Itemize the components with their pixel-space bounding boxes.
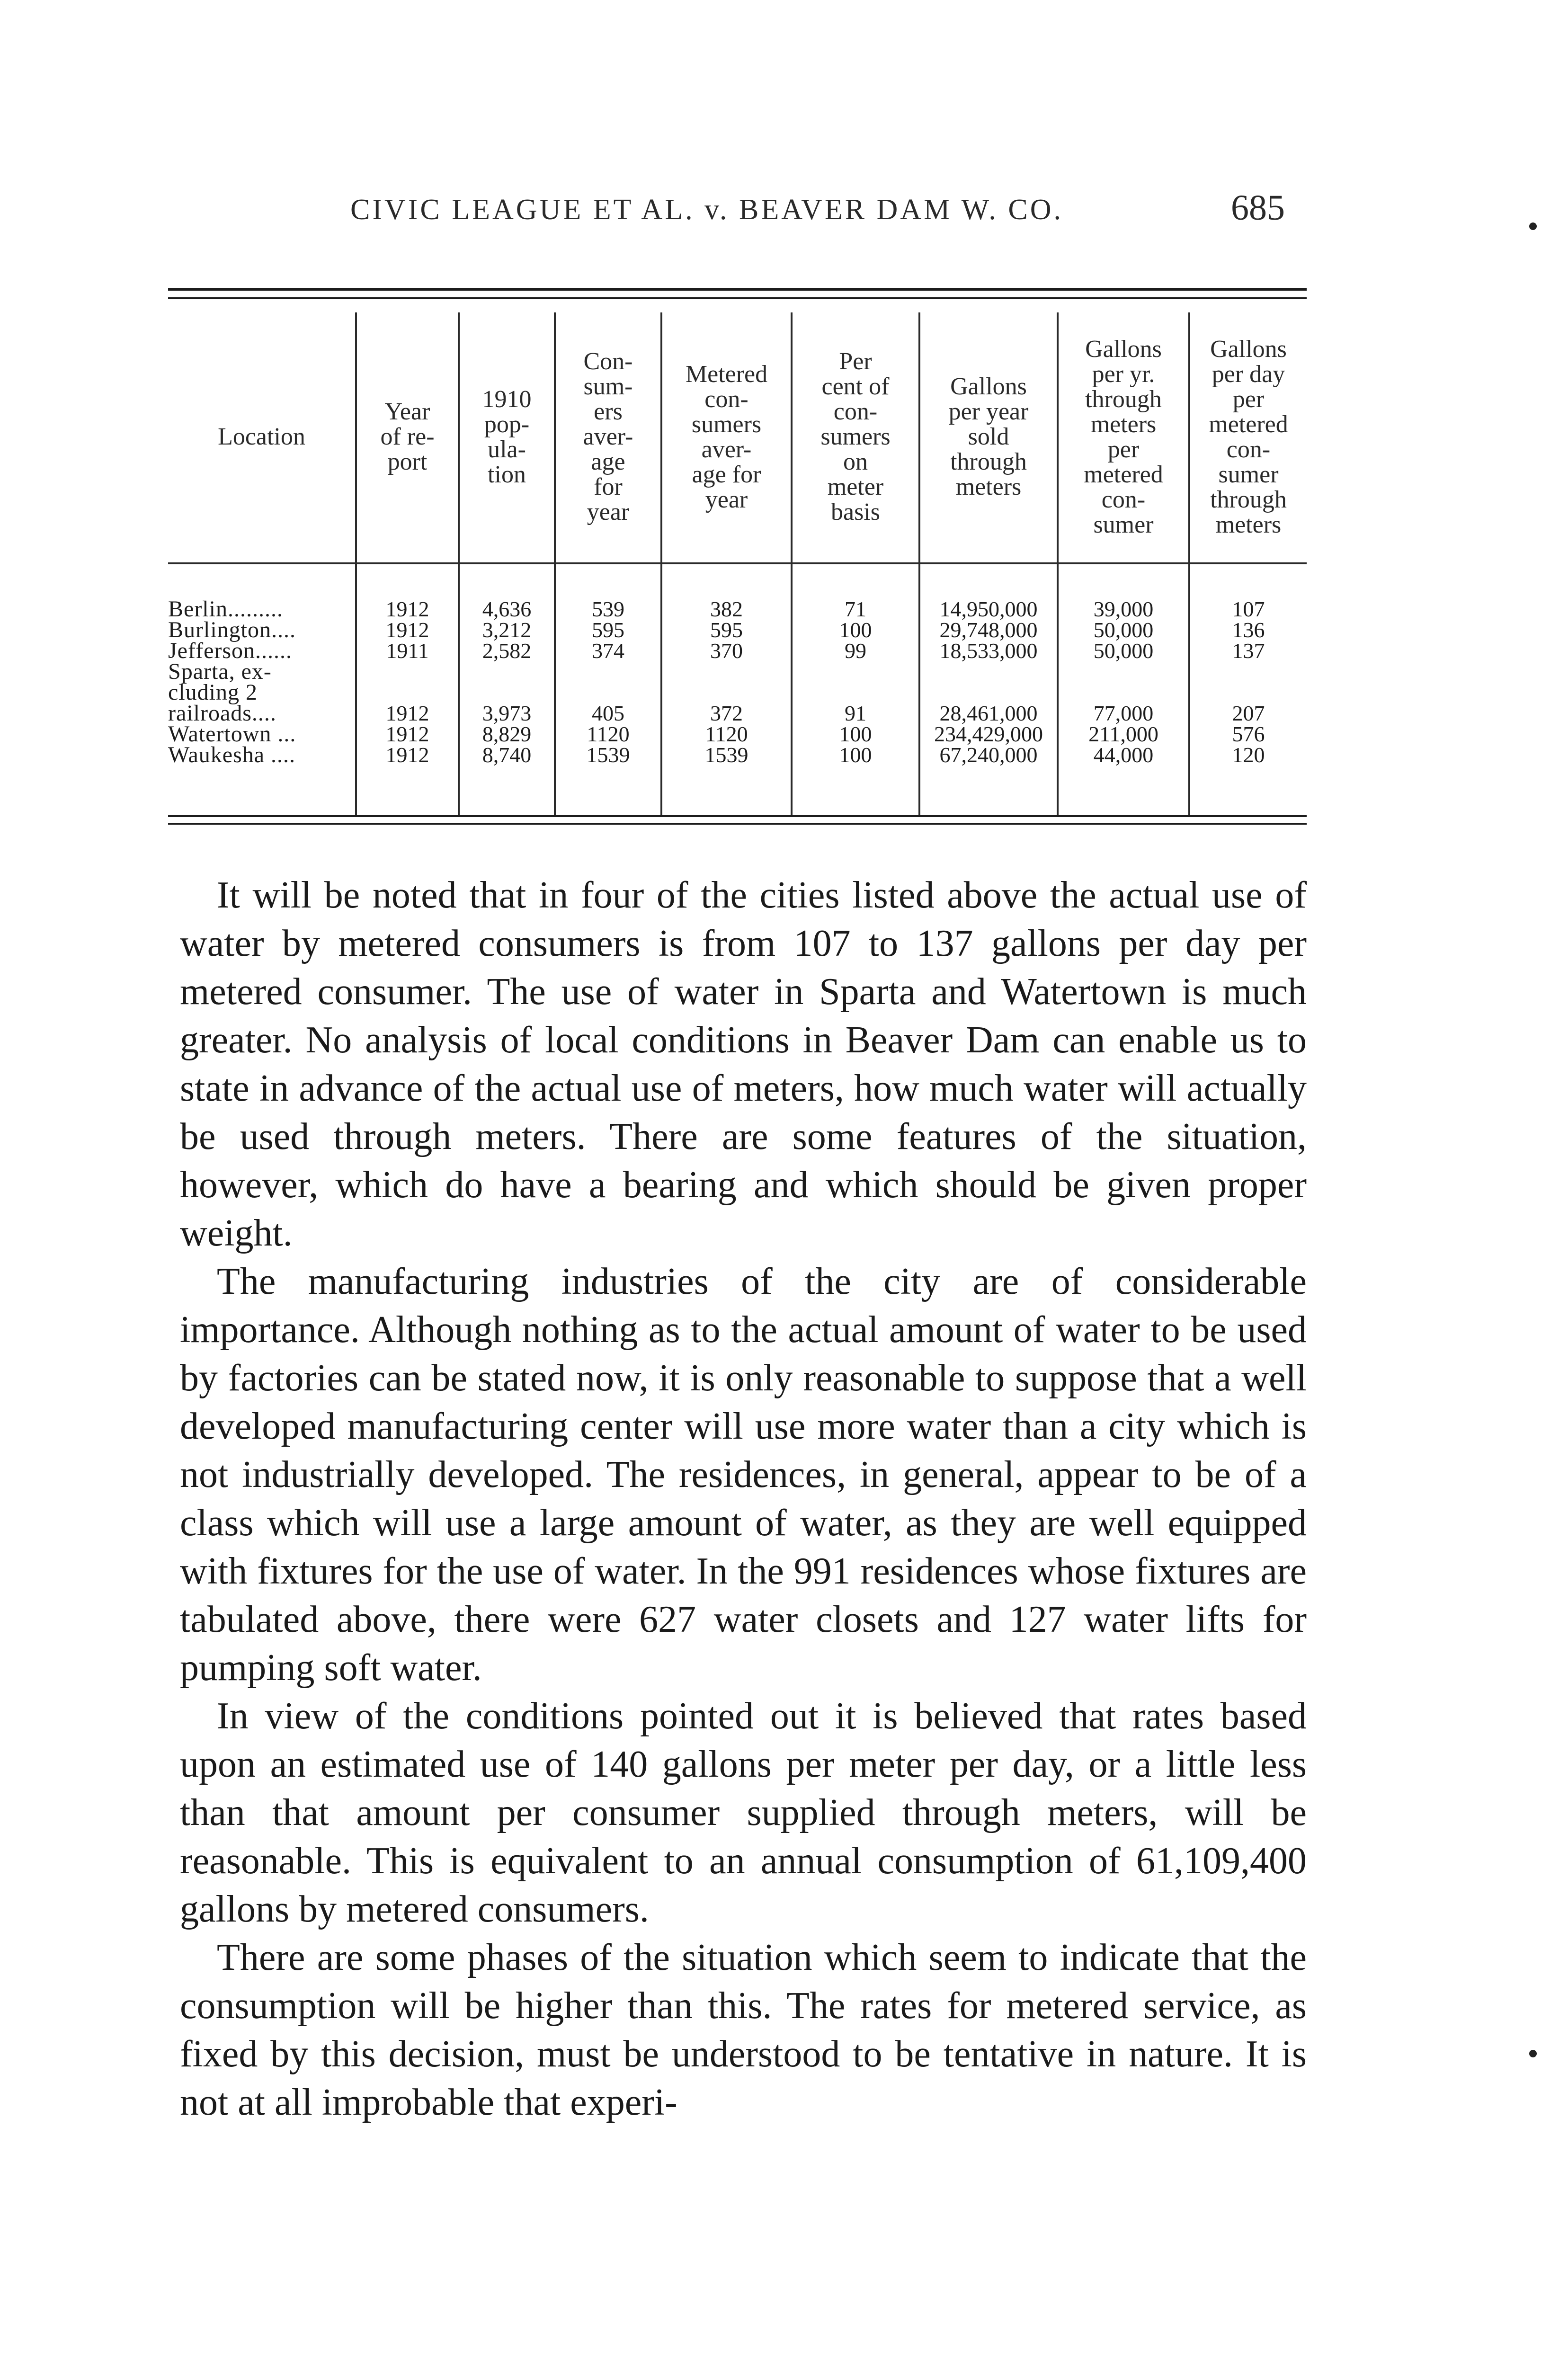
- paragraph: The manufacturing industries of the city are of considerable importance. Although nothing as to the actual amount of water to be used by factories can be stated now, it is only reasonable to suppose that a well developed manufacturing center will use more water than a city which is not industrially developed. The residences, in general, appear to be of a class which will use a large amount of water, as they are well equipped with fixtures for the use of water. In the 991 residences whose fixtures are tabulated above, there were 627 water closets and 127 water lifts for pumping soft water.: [180, 1261, 1307, 1689]
- table-cell: 1120: [705, 722, 748, 746]
- table-cell: 50,000: [1093, 618, 1154, 642]
- table-row-location: Waukesha ....: [168, 742, 296, 767]
- column-header-location: Location: [218, 423, 305, 450]
- table-cell: 28,461,000: [939, 701, 1038, 725]
- table-cell: 1912: [385, 701, 429, 725]
- header-rule: [168, 562, 1307, 564]
- table-cell: 137: [1232, 639, 1265, 663]
- table-cell: 99: [845, 639, 866, 663]
- table-cell: 120: [1232, 743, 1265, 767]
- table-cell: 100: [839, 618, 872, 642]
- table-row-location: Jefferson......: [168, 638, 293, 663]
- table-cell: 539: [592, 597, 624, 621]
- paragraph: There are some phases of the situation which seem to indicate that the consumption will be higher than this. The rates for metered service, as fixed by this decision, must be understood to be tentative in nature. It is not at all improbable that experi-: [180, 1937, 1307, 2123]
- table-cell: 234,429,000: [934, 722, 1043, 746]
- table-top-rule-2: [168, 297, 1307, 299]
- table-cell: 382: [710, 597, 743, 621]
- column-header-consumers: Con- sum- ers aver- age for year: [583, 348, 633, 525]
- table-cell: 3,212: [482, 618, 532, 642]
- table-cell: 50,000: [1093, 639, 1154, 663]
- table-cell: 1120: [587, 722, 630, 746]
- table-cell: 1911: [386, 639, 429, 663]
- table-cell: 595: [710, 618, 743, 642]
- table-cell: 1912: [385, 618, 429, 642]
- consumption-table: [168, 312, 1307, 824]
- running-head: CIVIC LEAGUE ET AL. v. BEAVER DAM W. CO.: [350, 194, 1064, 226]
- table-cell: 44,000: [1093, 743, 1154, 767]
- table-cell: 18,533,000: [939, 639, 1038, 663]
- table-cell: 39,000: [1093, 597, 1154, 621]
- body-text: [180, 871, 1307, 2127]
- page-number: 685: [1231, 188, 1285, 228]
- column-header-percent: Per cent of con- sumers on meter basis: [820, 348, 891, 525]
- table-cell: 405: [592, 701, 624, 725]
- table-cell: 14,950,000: [939, 597, 1038, 621]
- table-cell: 211,000: [1088, 722, 1158, 746]
- table-cell: 1912: [385, 722, 429, 746]
- column-header-population: 1910 pop- ula- tion: [482, 385, 532, 488]
- table-top-rule: [168, 288, 1307, 291]
- margin-dot: [1529, 2050, 1537, 2057]
- column-header-metered: Metered con- sumers aver- age for year: [685, 360, 768, 513]
- table-cell: 576: [1232, 722, 1265, 746]
- table-cell: 100: [839, 722, 872, 746]
- table-cell: 29,748,000: [939, 618, 1038, 642]
- table-cell: 374: [592, 639, 624, 663]
- table-cell: 595: [592, 618, 624, 642]
- table-cell: 91: [845, 701, 866, 725]
- table-cell: 3,973: [482, 701, 532, 725]
- table-cell: 372: [710, 701, 743, 725]
- table-row-location: Sparta, ex- cluding 2 railroads....: [168, 659, 276, 726]
- table-cell: 1539: [704, 743, 748, 767]
- table-bottom-rule: [168, 815, 1307, 817]
- table-cell: 207: [1232, 701, 1265, 725]
- table-cell: 107: [1232, 597, 1265, 621]
- paragraph: In view of the conditions pointed out it is believed that rates based upon an estimated use of 140 gallons per meter per day, or a little less than that amount per consumer supplied through meters, will be reasonable. This is equivalent to an annual consumption of 61,109,400 gallons by metered consumers.: [180, 1695, 1307, 1930]
- table-cell: 8,829: [482, 722, 532, 746]
- column-header-year: Year of re- port: [380, 398, 435, 475]
- table-cell: 1912: [385, 743, 429, 767]
- table-cell: 71: [845, 597, 866, 621]
- table-cell: 136: [1232, 618, 1265, 642]
- table-cell: 4,636: [482, 597, 532, 621]
- paragraph: It will be noted that in four of the cities listed above the actual use of water by metered consumers is from 107 to 137 gallons per day per metered consumer. The use of water in Sparta and Watertown is much greater. No analysis of local conditions in Beaver Dam can enable us to state in advance of the actual use of meters, how much water will actually be used through meters. There are some features of the situation, however, which do have a bearing and which should be given proper weight.: [180, 874, 1307, 1254]
- table-cell: 1539: [586, 743, 630, 767]
- table-row-location: Berlin.........: [168, 596, 283, 622]
- table-bottom-rule-2: [168, 823, 1307, 825]
- table-cell: 77,000: [1093, 701, 1154, 725]
- column-header-gallons-per-consumer: Gallons per yr. through meters per metered con- sumer: [1084, 335, 1163, 538]
- table-row-location: Watertown ...: [168, 721, 296, 747]
- table-cell: 2,582: [482, 639, 532, 663]
- column-header-gallons-year: Gallons per year sold through meters: [948, 373, 1029, 500]
- table-cell: 1912: [385, 597, 429, 621]
- column-header-gallons-day: Gallons per day per metered con- sumer through meters: [1209, 335, 1288, 538]
- table-cell: 8,740: [482, 743, 532, 767]
- table-cell: 67,240,000: [939, 743, 1038, 767]
- table-cell: 370: [710, 639, 743, 663]
- table-row-location: Burlington....: [168, 617, 296, 642]
- margin-dot: [1529, 222, 1537, 230]
- table-cell: 100: [839, 743, 872, 767]
